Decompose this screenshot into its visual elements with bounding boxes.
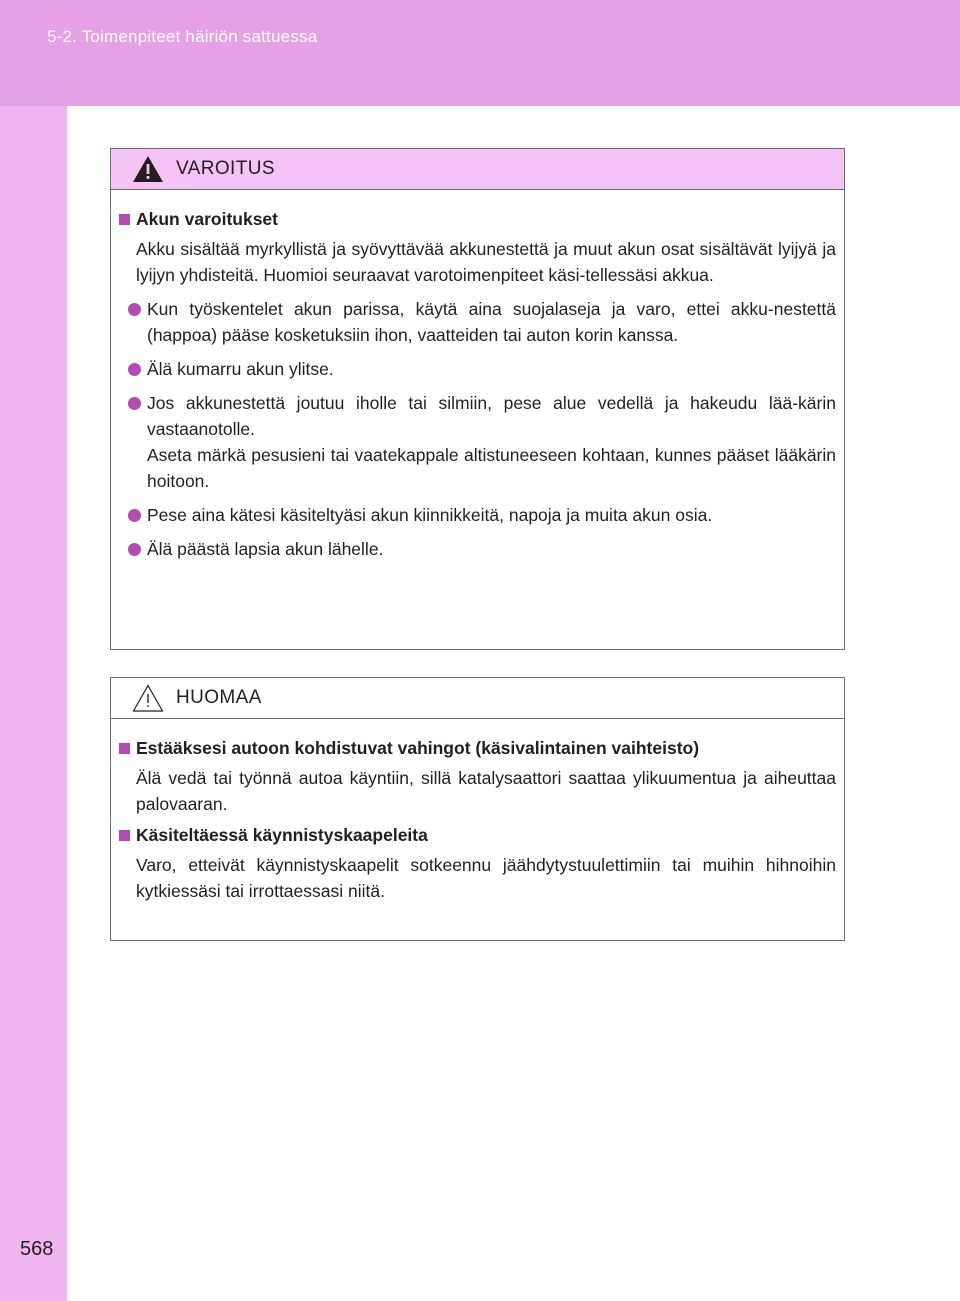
section-title: 5-2. Toimenpiteet häiriön sattuessa [47, 27, 318, 46]
round-bullet-icon [128, 363, 141, 376]
heading-text: Estääksesi autoon kohdistuvat vahingot (käsivalintainen vaihteisto) [136, 738, 700, 758]
bullet-item [128, 356, 836, 382]
section-heading [119, 736, 836, 760]
notice-box-body [111, 719, 844, 904]
bullet-text: Pese aina kätesi käsiteltyäsi akun kiinnikkeitä, napoja ja muita akun osia. [147, 505, 713, 525]
bullet-item [128, 296, 836, 348]
caution-triangle-icon [132, 684, 164, 712]
warning-title: VAROITUS [176, 158, 275, 179]
square-bullet-icon [119, 214, 130, 225]
bullet-item [128, 502, 836, 528]
bullet-text [147, 390, 836, 494]
paragraph: Varo, etteivät käynnistyskaapelit sotkeennu jäähdytystuulettimiin tai muihin hihnoihin kytkiessäsi tai irrottaessasi niitä. [136, 855, 836, 901]
section-heading [119, 823, 836, 847]
bullet-item [128, 536, 836, 562]
round-bullet-icon [128, 397, 141, 410]
side-band [0, 106, 67, 1301]
notice-title: HUOMAA [176, 687, 262, 708]
page-number: 568 [20, 1238, 54, 1260]
warning-box [110, 148, 845, 650]
bullet-item [128, 390, 836, 494]
warning-triangle-icon [132, 155, 164, 183]
bullet-text-line: Jos akkunestettä joutuu iholle tai silmiin, pese alue vedellä ja hakeudu lää-kärin vastaanotolle. [147, 393, 836, 439]
notice-box-header [111, 678, 844, 719]
heading-text: Käsiteltäessä käynnistyskaapeleita [136, 825, 428, 845]
round-bullet-icon [128, 543, 141, 556]
bullet-text: Kun työskentelet akun parissa, käytä aina suojalaseja ja varo, ettei akku-nestettä (happoa) pääse kosketuksiin ihon, vaatteiden tai auton korin kanssa. [147, 299, 836, 345]
warning-box-body [111, 190, 844, 562]
paragraph: Akku sisältää myrkyllistä ja syövyttävää akkunestettä ja muut akun osat sisältävät lyijyä ja lyijyn yhdisteitä. Huomioi seuraavat varotoimenpiteet käsi-tellessäsi akkua. [136, 239, 836, 285]
top-band [0, 0, 960, 106]
section-heading [119, 207, 836, 231]
bullet-text: Älä kumarru akun ylitse. [147, 359, 334, 379]
heading-text: Akun varoitukset [136, 209, 278, 229]
paragraph: Älä vedä tai työnnä autoa käyntiin, sillä katalysaattori saattaa ylikuumentua ja aiheuttaa palovaaran. [136, 768, 836, 814]
warning-box-header [111, 149, 844, 190]
square-bullet-icon [119, 743, 130, 754]
square-bullet-icon [119, 830, 130, 841]
bullet-text-continuation: Aseta märkä pesusieni tai vaatekappale altistuneeseen kohtaan, kunnes pääset lääkärin hoitoon. [147, 445, 836, 491]
notice-box [110, 677, 845, 941]
round-bullet-icon [128, 509, 141, 522]
bullet-text: Älä päästä lapsia akun lähelle. [147, 539, 384, 559]
round-bullet-icon [128, 303, 141, 316]
